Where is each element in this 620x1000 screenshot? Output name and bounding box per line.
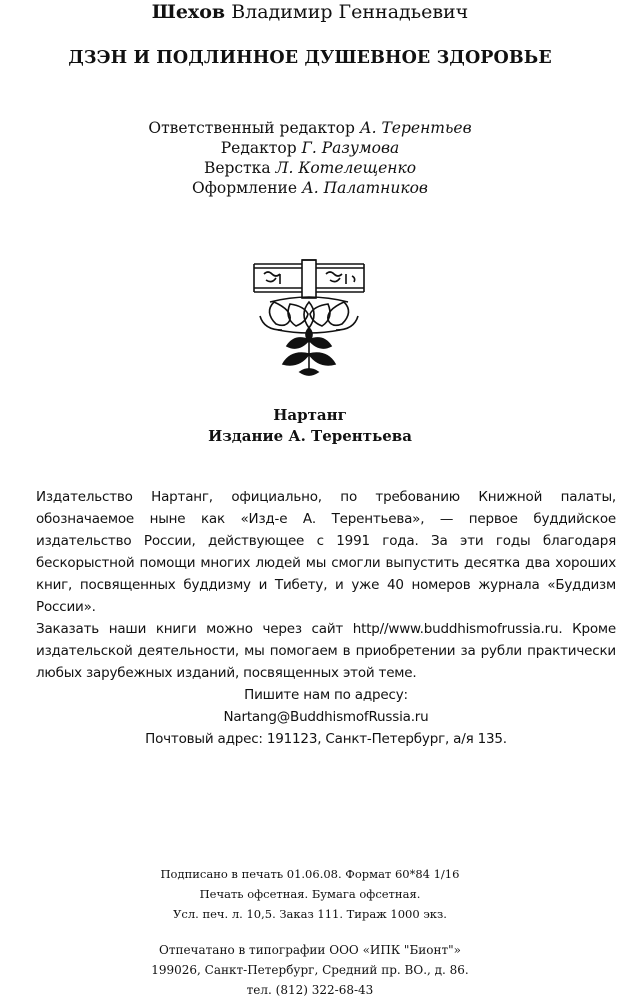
lotus-emblem-icon: [250, 258, 368, 380]
credit-line: [0, 158, 620, 178]
printer-line: тел. (812) 322-68-43: [246, 983, 374, 997]
credit-name: Г. Разумова: [301, 139, 400, 157]
credit-role: Верстка: [203, 159, 271, 177]
printer-block: [0, 940, 620, 1000]
author-line: [0, 0, 620, 24]
book-title: ДЗЭН И ПОДЛИННОЕ ДУШЕВНОЕ ЗДОРОВЬЕ: [68, 48, 552, 68]
credit-line: [0, 118, 620, 138]
publisher-block: [0, 405, 620, 447]
credit-name: А. Терентьев: [359, 119, 472, 137]
printer-line: Отпечатано в типографии ООО «ИПК "Бионт"»: [158, 943, 461, 957]
credit-role: Ответственный редактор: [148, 119, 355, 137]
imprint-line: Печать офсетная. Бумага офсетная.: [199, 887, 421, 901]
write-us-label: Пишите нам по адресу:: [244, 687, 408, 703]
imprint-line: Подписано в печать 01.06.08. Формат 60*84 1/16: [160, 867, 460, 881]
printer-line: 199026, Санкт-Петербург, Средний пр. ВО., д. 86.: [151, 963, 469, 977]
credit-line: [0, 178, 620, 198]
credit-name: Л. Котелещенко: [275, 159, 417, 177]
publisher-edition: Издание А. Терентьева: [208, 427, 412, 445]
imprint-line: Усл. печ. л. 10,5. Заказ 111. Тираж 1000 экз.: [173, 907, 447, 921]
credit-role: Оформление: [192, 179, 298, 197]
about-paragraph-2: Заказать наши книги можно через сайт http//www.buddhismofrussia.ru. Кроме издательской деятельности, мы помогаем в приобретении за рубли практически любых зарубежных изданий, посвященных этой теме.: [36, 621, 616, 681]
author-surname: Шехов: [151, 1, 226, 23]
contact-email[interactable]: Nartang@BuddhismofRussia.ru: [223, 709, 429, 725]
credit-line: [0, 138, 620, 158]
about-section: [36, 486, 616, 750]
postal-address: Почтовый адрес: 191123, Санкт-Петербург, а/я 135.: [145, 731, 507, 747]
publisher-name: Нартанг: [273, 406, 347, 424]
credit-role: Редактор: [220, 139, 297, 157]
author-given-names: Владимир Геннадьевич: [231, 1, 469, 23]
credits-list: [0, 118, 620, 198]
credit-name: А. Палатников: [301, 179, 428, 197]
imprint-block: [0, 864, 620, 924]
about-paragraph-1: Издательство Нартанг, официально, по требованию Книжной палаты, обозначаемое ныне как «Изд-е А. Терентьева», — первое буддийское издательство России, действующее с 1991 года. За эти годы благодаря бескорыстной помощи многих людей мы смогли выпустить десятка два хороших книг, посвященных буддизму и Тибету, и уже 40 номеров журнала «Буддизм России».: [36, 489, 616, 615]
